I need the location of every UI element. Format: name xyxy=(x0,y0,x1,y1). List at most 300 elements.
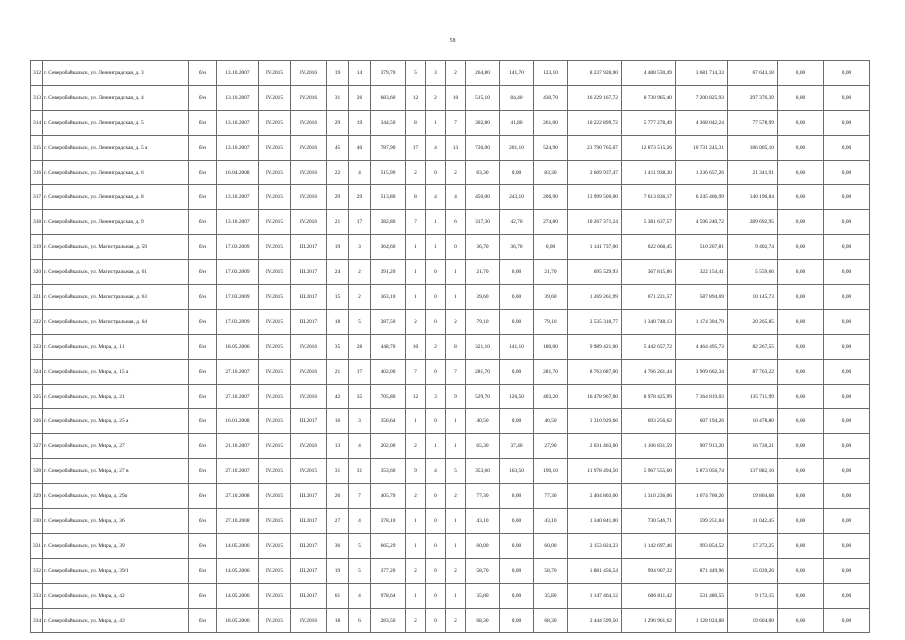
row-number-cell: 318 xyxy=(31,210,43,235)
units-municipal-cell: 1 xyxy=(446,409,466,434)
extra-cost-a-cell: 0,00 xyxy=(778,484,824,509)
resettled-area-private-cell: 163,50 xyxy=(500,459,534,484)
row-number-cell: 329 xyxy=(31,484,43,509)
extra-cost-a-cell: 0,00 xyxy=(778,235,824,260)
page-number: 58 xyxy=(449,38,456,44)
planned-start-cell: IV.2015 xyxy=(259,459,291,484)
row-number-cell: 334 xyxy=(31,608,43,633)
resettled-area-municipal-cell: 123,10 xyxy=(534,61,568,86)
residents-total-cell: 19 xyxy=(327,235,349,260)
address-cell: г. Северобайкальск, ул. Ленинградская, д. 5 а xyxy=(43,135,189,160)
cost-fund-cell: 1 142 697,46 xyxy=(622,533,676,558)
resettled-area-municipal-cell: 21,70 xyxy=(534,260,568,285)
residents-resettled-cell: 4 xyxy=(349,509,371,534)
table-row xyxy=(31,459,870,484)
resettled-area-total-cell: 726,00 xyxy=(466,135,500,160)
residents-total-cell: 35 xyxy=(327,334,349,359)
resettled-area-total-cell: 281,70 xyxy=(466,359,500,384)
document-number-cell: б/н xyxy=(189,160,217,185)
planned-start-cell: IV.2015 xyxy=(259,409,291,434)
residents-total-cell: 26 xyxy=(327,484,349,509)
cost-total-cell: 8 237 928,00 xyxy=(568,61,622,86)
cost-local-cell: 77 578,99 xyxy=(728,110,778,135)
extra-cost-b-cell: 0,00 xyxy=(824,509,870,534)
table-row xyxy=(31,85,870,110)
extra-cost-a-cell: 0,00 xyxy=(778,85,824,110)
row-number-cell: 332 xyxy=(31,558,43,583)
resettled-area-private-cell: 42,70 xyxy=(500,210,534,235)
resettled-area-total-cell: 83,30 xyxy=(466,160,500,185)
document-date-cell: 13.10.2007 xyxy=(217,210,259,235)
units-total-cell: 17 xyxy=(406,135,426,160)
cost-fund-cell: 730 546,71 xyxy=(622,509,676,534)
row-number-cell: 326 xyxy=(31,409,43,434)
planned-start-cell: IV.2015 xyxy=(259,533,291,558)
document-date-cell: 14.05.2006 xyxy=(217,533,259,558)
resettled-area-private-cell: 0,00 xyxy=(500,160,534,185)
planned-end-cell: IV.2016 xyxy=(291,434,327,459)
extra-cost-b-cell: 0,00 xyxy=(824,135,870,160)
cost-total-cell: 2 153 824,23 xyxy=(568,533,622,558)
cost-local-cell: 140 196,84 xyxy=(728,185,778,210)
units-municipal-cell: 7 xyxy=(446,110,466,135)
cost-fund-cell: 4 488 530,49 xyxy=(622,61,676,86)
table-row xyxy=(31,384,870,409)
resettled-area-municipal-cell: 77,30 xyxy=(534,484,568,509)
residents-resettled-cell: 17 xyxy=(349,210,371,235)
units-total-cell: 8 xyxy=(406,110,426,135)
planned-start-cell: IV.2015 xyxy=(259,384,291,409)
resettled-area-municipal-cell: 206,90 xyxy=(534,185,568,210)
table-row xyxy=(31,608,870,633)
residents-total-cell: 24 xyxy=(327,260,349,285)
resettled-area-private-cell: 201,10 xyxy=(500,135,534,160)
document-number-cell: б/н xyxy=(189,85,217,110)
building-area-cell: 978,64 xyxy=(371,583,406,608)
residents-resettled-cell: 31 xyxy=(349,459,371,484)
units-total-cell: 9 xyxy=(406,459,426,484)
units-municipal-cell: 1 xyxy=(446,583,466,608)
resettled-area-private-cell: 141,10 xyxy=(500,334,534,359)
units-total-cell: 12 xyxy=(406,85,426,110)
cost-total-cell: 1 147 464,12 xyxy=(568,583,622,608)
residents-resettled-cell: 5 xyxy=(349,533,371,558)
extra-cost-a-cell: 0,00 xyxy=(778,61,824,86)
units-private-cell: 2 xyxy=(426,85,446,110)
cost-region-cell: 607 194,26 xyxy=(676,409,728,434)
resettled-area-total-cell: 77,30 xyxy=(466,484,500,509)
resettled-area-total-cell: 450,00 xyxy=(466,185,500,210)
address-cell: г. Северобайкальск, ул. Мира, д. 39/1 xyxy=(43,558,189,583)
document-number-cell: б/н xyxy=(189,434,217,459)
resettled-area-municipal-cell: 58,70 xyxy=(534,558,568,583)
building-area-cell: 382,80 xyxy=(371,210,406,235)
planned-start-cell: IV.2015 xyxy=(259,434,291,459)
row-number-cell: 320 xyxy=(31,260,43,285)
residents-resettled-cell: 29 xyxy=(349,185,371,210)
building-area-cell: 683,60 xyxy=(371,85,406,110)
units-private-cell: 0 xyxy=(426,583,446,608)
extra-cost-b-cell: 0,00 xyxy=(824,110,870,135)
cost-local-cell: 19 804,68 xyxy=(728,484,778,509)
units-total-cell: 1 xyxy=(406,583,426,608)
document-date-cell: 27.10.2007 xyxy=(217,459,259,484)
planned-start-cell: IV.2015 xyxy=(259,85,291,110)
residents-total-cell: 45 xyxy=(327,135,349,160)
resettled-area-private-cell: 0,00 xyxy=(500,608,534,633)
cost-local-cell: 9 402,74 xyxy=(728,235,778,260)
residents-total-cell: 13 xyxy=(327,434,349,459)
document-number-cell: б/н xyxy=(189,459,217,484)
residents-total-cell: 15 xyxy=(327,285,349,310)
planned-end-cell: IV.2016 xyxy=(291,359,327,384)
cost-fund-cell: 622 068,45 xyxy=(622,235,676,260)
residents-total-cell: 42 xyxy=(327,384,349,409)
resettled-area-municipal-cell: 79,10 xyxy=(534,309,568,334)
units-municipal-cell: 8 xyxy=(446,334,466,359)
planned-start-cell: IV.2015 xyxy=(259,309,291,334)
units-municipal-cell: 1 xyxy=(446,260,466,285)
cost-fund-cell: 5 442 657,72 xyxy=(622,334,676,359)
table-row xyxy=(31,160,870,185)
document-number-cell: б/н xyxy=(189,558,217,583)
building-area-cell: 787,90 xyxy=(371,135,406,160)
extra-cost-a-cell: 0,00 xyxy=(778,434,824,459)
planned-start-cell: IV.2015 xyxy=(259,135,291,160)
housing-resettlement-table xyxy=(30,60,870,633)
extra-cost-a-cell: 0,00 xyxy=(778,359,824,384)
extra-cost-a-cell: 0,00 xyxy=(778,185,824,210)
residents-total-cell: 19 xyxy=(327,558,349,583)
units-private-cell: 1 xyxy=(426,235,446,260)
residents-total-cell: 31 xyxy=(327,459,349,484)
row-number-cell: 314 xyxy=(31,110,43,135)
resettled-area-private-cell: 41,80 xyxy=(500,110,534,135)
units-municipal-cell: 13 xyxy=(446,135,466,160)
document-date-cell: 17.03.2009 xyxy=(217,235,259,260)
table-row xyxy=(31,533,870,558)
resettled-area-private-cell: 36,70 xyxy=(500,235,534,260)
planned-start-cell: IV.2015 xyxy=(259,484,291,509)
resettled-area-total-cell: 40,50 xyxy=(466,409,500,434)
units-total-cell: 2 xyxy=(406,608,426,633)
cost-local-cell: 137 882,16 xyxy=(728,459,778,484)
extra-cost-b-cell: 0,00 xyxy=(824,484,870,509)
document-date-cell: 13.10.2007 xyxy=(217,61,259,86)
cost-total-cell: 23 790 765,67 xyxy=(568,135,622,160)
units-private-cell: 0 xyxy=(426,359,446,384)
resettled-area-municipal-cell: 281,70 xyxy=(534,359,568,384)
document-date-cell: 27.10.2007 xyxy=(217,384,259,409)
extra-cost-a-cell: 0,00 xyxy=(778,285,824,310)
document-date-cell: 16.01.2008 xyxy=(217,409,259,434)
resettled-area-total-cell: 39,60 xyxy=(466,285,500,310)
extra-cost-a-cell: 0,00 xyxy=(778,135,824,160)
cost-fund-cell: 5 777 278,49 xyxy=(622,110,676,135)
row-number-cell: 328 xyxy=(31,459,43,484)
document-date-cell: 18.05.2006 xyxy=(217,608,259,633)
row-number-cell: 327 xyxy=(31,434,43,459)
resettled-area-total-cell: 35,80 xyxy=(466,583,500,608)
units-total-cell: 12 xyxy=(406,384,426,409)
cost-fund-cell: 12 873 515,26 xyxy=(622,135,676,160)
units-municipal-cell: 9 xyxy=(446,384,466,409)
units-total-cell: 5 xyxy=(406,61,426,86)
cost-local-cell: 67 643,18 xyxy=(728,61,778,86)
address-cell: г. Северобайкальск, ул. Ленинградская, д. 4 xyxy=(43,85,189,110)
cost-total-cell: 695 529,93 xyxy=(568,260,622,285)
residents-resettled-cell: 6 xyxy=(349,608,371,633)
table-row xyxy=(31,235,870,260)
residents-resettled-cell: 28 xyxy=(349,334,371,359)
resettled-area-municipal-cell: 39,60 xyxy=(534,285,568,310)
resettled-area-private-cell: 0,00 xyxy=(500,309,534,334)
resettled-area-private-cell: 37,40 xyxy=(500,434,534,459)
building-area-cell: 377,20 xyxy=(371,558,406,583)
planned-start-cell: IV.2015 xyxy=(259,608,291,633)
document-number-cell: б/н xyxy=(189,608,217,633)
residents-resettled-cell: 17 xyxy=(349,359,371,384)
cost-fund-cell: 1 106 831,59 xyxy=(622,434,676,459)
table-row xyxy=(31,309,870,334)
cost-fund-cell: 994 907,32 xyxy=(622,558,676,583)
document-date-cell: 13.10.2007 xyxy=(217,185,259,210)
extra-cost-a-cell: 0,00 xyxy=(778,608,824,633)
row-number-cell: 331 xyxy=(31,533,43,558)
units-private-cell: 1 xyxy=(426,210,446,235)
document-date-cell: 27.10.2008 xyxy=(217,509,259,534)
cost-fund-cell: 1 411 938,30 xyxy=(622,160,676,185)
row-number-cell: 312 xyxy=(31,61,43,86)
resettled-area-municipal-cell: 0,00 xyxy=(534,235,568,260)
resettled-area-municipal-cell: 430,70 xyxy=(534,85,568,110)
building-area-cell: 364,60 xyxy=(371,235,406,260)
address-cell: г. Северобайкальск, ул. Мира, д. 27 xyxy=(43,434,189,459)
resettled-area-private-cell: 0,00 xyxy=(500,260,534,285)
resettled-area-total-cell: 353,60 xyxy=(466,459,500,484)
units-private-cell: 2 xyxy=(426,334,446,359)
planned-start-cell: IV.2015 xyxy=(259,583,291,608)
address-cell: г. Северобайкальск, ул. Ленинградская, д. 3 xyxy=(43,61,189,86)
cost-region-cell: 3 681 714,33 xyxy=(676,61,728,86)
resettled-area-private-cell: 0,00 xyxy=(500,533,534,558)
units-total-cell: 7 xyxy=(406,359,426,384)
residents-resettled-cell: 19 xyxy=(349,110,371,135)
residents-total-cell: 19 xyxy=(327,61,349,86)
units-private-cell: 1 xyxy=(426,434,446,459)
residents-total-cell: 21 xyxy=(327,210,349,235)
address-cell: г. Северобайкальск, ул. Мира, д. 42 xyxy=(43,583,189,608)
planned-start-cell: IV.2015 xyxy=(259,359,291,384)
building-area-cell: 363,10 xyxy=(371,285,406,310)
table-row xyxy=(31,210,870,235)
resettled-area-municipal-cell: 180,00 xyxy=(534,334,568,359)
units-total-cell: 7 xyxy=(406,210,426,235)
cost-local-cell: 82 267,55 xyxy=(728,334,778,359)
row-number-cell: 319 xyxy=(31,235,43,260)
row-number-cell: 315 xyxy=(31,135,43,160)
cost-local-cell: 10 478,80 xyxy=(728,409,778,434)
extra-cost-a-cell: 0,00 xyxy=(778,509,824,534)
address-cell: г. Северобайкальск, ул. Ленинградская, д. 5 xyxy=(43,110,189,135)
residents-resettled-cell: 2 xyxy=(349,285,371,310)
resettled-area-private-cell: 0,00 xyxy=(500,484,534,509)
resettled-area-municipal-cell: 43,10 xyxy=(534,509,568,534)
row-number-cell: 330 xyxy=(31,509,43,534)
cost-local-cell: 10 145,73 xyxy=(728,285,778,310)
planned-end-cell: III.2017 xyxy=(291,260,327,285)
document-number-cell: б/н xyxy=(189,334,217,359)
residents-resettled-cell: 14 xyxy=(349,61,371,86)
building-area-cell: 356,64 xyxy=(371,409,406,434)
extra-cost-a-cell: 0,00 xyxy=(778,309,824,334)
planned-start-cell: IV.2015 xyxy=(259,509,291,534)
cost-fund-cell: 1 296 961,62 xyxy=(622,608,676,633)
cost-local-cell: 16 730,21 xyxy=(728,434,778,459)
extra-cost-b-cell: 0,00 xyxy=(824,558,870,583)
document-number-cell: б/н xyxy=(189,210,217,235)
building-area-cell: 387,50 xyxy=(371,309,406,334)
planned-end-cell: IV.2016 xyxy=(291,334,327,359)
units-private-cell: 0 xyxy=(426,608,446,633)
extra-cost-a-cell: 0,00 xyxy=(778,334,824,359)
document-number-cell: б/н xyxy=(189,260,217,285)
extra-cost-b-cell: 0,00 xyxy=(824,583,870,608)
document-number-cell: б/н xyxy=(189,359,217,384)
units-total-cell: 1 xyxy=(406,509,426,534)
residents-resettled-cell: 3 xyxy=(349,409,371,434)
resettled-area-total-cell: 529,70 xyxy=(466,384,500,409)
cost-region-cell: 993 854,52 xyxy=(676,533,728,558)
planned-start-cell: IV.2015 xyxy=(259,235,291,260)
extra-cost-a-cell: 0,00 xyxy=(778,533,824,558)
document-number-cell: б/н xyxy=(189,235,217,260)
cost-fund-cell: 5 967 555,60 xyxy=(622,459,676,484)
cost-total-cell: 2 444 599,50 xyxy=(568,608,622,633)
resettled-area-municipal-cell: 403,20 xyxy=(534,384,568,409)
cost-local-cell: 11 042,45 xyxy=(728,509,778,534)
document-date-cell: 13.10.2007 xyxy=(217,85,259,110)
building-area-cell: 353,60 xyxy=(371,459,406,484)
document-date-cell: 27.10.2007 xyxy=(217,359,259,384)
planned-end-cell: III.2017 xyxy=(291,235,327,260)
resettled-area-private-cell: 0,00 xyxy=(500,409,534,434)
resettled-area-private-cell: 243,10 xyxy=(500,185,534,210)
resettled-area-total-cell: 60,00 xyxy=(466,533,500,558)
row-number-cell: 325 xyxy=(31,384,43,409)
units-municipal-cell: 2 xyxy=(446,484,466,509)
document-number-cell: б/н xyxy=(189,110,217,135)
document-number-cell: б/н xyxy=(189,185,217,210)
residents-total-cell: 27 xyxy=(327,509,349,534)
resettled-area-private-cell: 141,70 xyxy=(500,61,534,86)
planned-end-cell: III.2017 xyxy=(291,509,327,534)
units-total-cell: 2 xyxy=(406,309,426,334)
cost-total-cell: 8 763 687,00 xyxy=(568,359,622,384)
residents-total-cell: 36 xyxy=(327,533,349,558)
planned-start-cell: IV.2015 xyxy=(259,110,291,135)
document-date-cell: 17.03.2009 xyxy=(217,309,259,334)
cost-total-cell: 9 989 421,00 xyxy=(568,334,622,359)
resettled-area-private-cell: 0,00 xyxy=(500,583,534,608)
document-date-cell: 16.04.2008 xyxy=(217,160,259,185)
extra-cost-a-cell: 0,00 xyxy=(778,210,824,235)
resettled-area-municipal-cell: 261,00 xyxy=(534,110,568,135)
planned-start-cell: IV.2015 xyxy=(259,185,291,210)
document-date-cell: 21.10.2007 xyxy=(217,434,259,459)
table-row xyxy=(31,110,870,135)
cost-region-cell: 599 251,84 xyxy=(676,509,728,534)
cost-total-cell: 11 978 494,50 xyxy=(568,459,622,484)
address-cell: г. Северобайкальск, ул. Магистральная, д. 59 xyxy=(43,235,189,260)
table-row xyxy=(31,334,870,359)
document-number-cell: б/н xyxy=(189,285,217,310)
planned-end-cell: III.2017 xyxy=(291,533,327,558)
resettled-area-municipal-cell: 60,00 xyxy=(534,533,568,558)
table-row xyxy=(31,135,870,160)
resettled-area-total-cell: 68,30 xyxy=(466,608,500,633)
table-row xyxy=(31,285,870,310)
building-area-cell: 283,50 xyxy=(371,608,406,633)
cost-region-cell: 10 731 245,31 xyxy=(676,135,728,160)
extra-cost-a-cell: 0,00 xyxy=(778,384,824,409)
resettled-area-total-cell: 43,10 xyxy=(466,509,500,534)
table-row xyxy=(31,558,870,583)
cost-local-cell: 5 559,66 xyxy=(728,260,778,285)
cost-region-cell: 531 480,55 xyxy=(676,583,728,608)
table-row xyxy=(31,185,870,210)
units-municipal-cell: 1 xyxy=(446,434,466,459)
document-date-cell: 13.10.2007 xyxy=(217,110,259,135)
document-number-cell: б/н xyxy=(189,409,217,434)
residents-total-cell: 29 xyxy=(327,110,349,135)
cost-fund-cell: 606 811,42 xyxy=(622,583,676,608)
residents-total-cell: 16 xyxy=(327,409,349,434)
building-area-cell: 448,70 xyxy=(371,334,406,359)
cost-local-cell: 87 763,22 xyxy=(728,359,778,384)
document-number-cell: б/н xyxy=(189,509,217,534)
residents-resettled-cell: 4 xyxy=(349,160,371,185)
units-private-cell: 3 xyxy=(426,61,446,86)
address-cell: г. Северобайкальск, ул. Мира, д. 36 xyxy=(43,509,189,534)
document-number-cell: б/н xyxy=(189,533,217,558)
planned-end-cell: III.2017 xyxy=(291,285,327,310)
table-row xyxy=(31,409,870,434)
planned-end-cell: IV.2016 xyxy=(291,110,327,135)
units-municipal-cell: 2 xyxy=(446,160,466,185)
row-number-cell: 324 xyxy=(31,359,43,384)
units-municipal-cell: 7 xyxy=(446,359,466,384)
cost-region-cell: 4 368 042,24 xyxy=(676,110,728,135)
document-number-cell: б/н xyxy=(189,135,217,160)
cost-total-cell: 16 478 967,00 xyxy=(568,384,622,409)
cost-region-cell: 7 200 825,93 xyxy=(676,85,728,110)
resettled-area-private-cell: 0,00 xyxy=(500,509,534,534)
cost-region-cell: 587 894,69 xyxy=(676,285,728,310)
extra-cost-b-cell: 0,00 xyxy=(824,334,870,359)
planned-start-cell: IV.2015 xyxy=(259,285,291,310)
cost-region-cell: 1 128 024,88 xyxy=(676,608,728,633)
resettled-area-private-cell: 0,00 xyxy=(500,359,534,384)
cost-local-cell: 20 265,85 xyxy=(728,309,778,334)
table-row xyxy=(31,359,870,384)
address-cell: г. Северобайкальск, ул. Ленинградская, д. 6 xyxy=(43,160,189,185)
residents-resettled-cell: 5 xyxy=(349,309,371,334)
row-number-cell: 322 xyxy=(31,309,43,334)
cost-local-cell: 21 341,91 xyxy=(728,160,778,185)
address-cell: г. Северобайкальск, ул. Магистральная, д. 63 xyxy=(43,285,189,310)
planned-start-cell: IV.2015 xyxy=(259,334,291,359)
